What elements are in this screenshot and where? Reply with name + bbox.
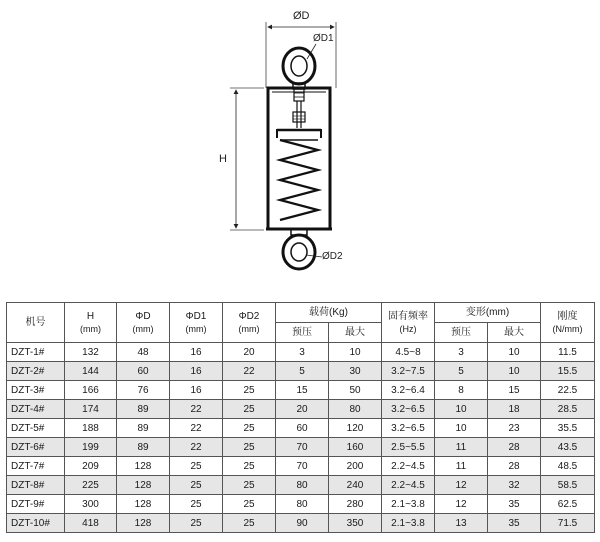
cell-stiffness: 11.5	[541, 343, 595, 362]
cell-load-pre: 5	[276, 362, 329, 381]
header-H: H (mm)	[65, 303, 117, 343]
cell-model: DZT-7#	[7, 457, 65, 476]
header-deform-max: 最大	[488, 323, 541, 343]
cell-freq: 3.2~6.5	[382, 400, 435, 419]
table-row	[7, 343, 595, 362]
cell-H: 174	[65, 400, 117, 419]
cell-D2: 20	[223, 343, 276, 362]
table-row	[7, 419, 595, 438]
cell-freq: 3.2~6.4	[382, 381, 435, 400]
cell-D1: 25	[170, 514, 223, 533]
cell-model: DZT-1#	[7, 343, 65, 362]
cell-load-max: 80	[329, 400, 382, 419]
cell-model: DZT-4#	[7, 400, 65, 419]
cell-stiffness: 71.5	[541, 514, 595, 533]
inner-rod	[293, 101, 305, 128]
cell-D: 128	[117, 495, 170, 514]
header-load-max: 最大	[329, 323, 382, 343]
cell-stiffness: 22.5	[541, 381, 595, 400]
cell-deform-pre: 8	[435, 381, 488, 400]
cell-D: 48	[117, 343, 170, 362]
cell-deform-pre: 3	[435, 343, 488, 362]
cell-H: 300	[65, 495, 117, 514]
table-row	[7, 457, 595, 476]
cell-stiffness: 35.5	[541, 419, 595, 438]
cell-model: DZT-10#	[7, 514, 65, 533]
cell-deform-max: 28	[488, 457, 541, 476]
cell-D2: 25	[223, 400, 276, 419]
cell-model: DZT-2#	[7, 362, 65, 381]
label-H: H	[219, 153, 227, 165]
spec-table	[6, 302, 595, 533]
cell-D1: 22	[170, 438, 223, 457]
cell-deform-pre: 11	[435, 457, 488, 476]
cell-load-pre: 90	[276, 514, 329, 533]
cell-load-max: 50	[329, 381, 382, 400]
cell-D2: 25	[223, 438, 276, 457]
cell-D1: 16	[170, 381, 223, 400]
cell-H: 144	[65, 362, 117, 381]
housing	[268, 88, 330, 229]
cell-D2: 25	[223, 495, 276, 514]
header-D: ΦD (mm)	[117, 303, 170, 343]
cell-deform-max: 32	[488, 476, 541, 495]
cell-D2: 22	[223, 362, 276, 381]
table-row	[7, 476, 595, 495]
cell-freq: 2.1~3.8	[382, 495, 435, 514]
cell-model: DZT-6#	[7, 438, 65, 457]
cell-deform-max: 23	[488, 419, 541, 438]
cell-freq: 2.5~5.5	[382, 438, 435, 457]
cell-load-max: 240	[329, 476, 382, 495]
cell-H: 132	[65, 343, 117, 362]
cell-deform-max: 10	[488, 343, 541, 362]
label-D2: ØD2	[322, 251, 343, 262]
table-row	[7, 514, 595, 533]
label-D1: ØD1	[313, 33, 334, 44]
cell-stiffness: 28.5	[541, 400, 595, 419]
cell-load-pre: 80	[276, 476, 329, 495]
dimension-H	[219, 88, 264, 230]
cell-D1: 22	[170, 419, 223, 438]
spring-plate	[277, 130, 321, 138]
cell-deform-pre: 10	[435, 419, 488, 438]
header-stiffness: 刚度 (N/mm)	[541, 303, 595, 343]
cell-load-pre: 70	[276, 438, 329, 457]
cell-load-max: 160	[329, 438, 382, 457]
cell-D1: 16	[170, 362, 223, 381]
cell-D2: 25	[223, 457, 276, 476]
header-D2: ΦD2 (mm)	[223, 303, 276, 343]
header-load: 载荷(Kg)	[276, 303, 382, 323]
table-row	[7, 495, 595, 514]
cell-deform-pre: 11	[435, 438, 488, 457]
cell-H: 188	[65, 419, 117, 438]
table-row	[7, 362, 595, 381]
cell-load-pre: 3	[276, 343, 329, 362]
cell-model: DZT-5#	[7, 419, 65, 438]
header-load-pre: 预压	[276, 323, 329, 343]
cell-D2: 25	[223, 476, 276, 495]
table-body	[7, 343, 595, 533]
cell-load-pre: 20	[276, 400, 329, 419]
label-D: ØD	[293, 10, 310, 22]
header-model: 机号	[7, 303, 65, 343]
cell-stiffness: 43.5	[541, 438, 595, 457]
cell-freq: 4.5~8	[382, 343, 435, 362]
cell-deform-pre: 12	[435, 495, 488, 514]
cell-load-max: 350	[329, 514, 382, 533]
table-row	[7, 381, 595, 400]
cell-load-max: 200	[329, 457, 382, 476]
cell-load-max: 280	[329, 495, 382, 514]
cell-deform-pre: 10	[435, 400, 488, 419]
cell-H: 199	[65, 438, 117, 457]
header-deform: 变形(mm)	[435, 303, 541, 323]
cell-D1: 16	[170, 343, 223, 362]
cell-freq: 3.2~7.5	[382, 362, 435, 381]
cell-deform-pre: 13	[435, 514, 488, 533]
bottom-eye	[283, 235, 315, 269]
cell-load-max: 120	[329, 419, 382, 438]
cell-deform-pre: 12	[435, 476, 488, 495]
cell-H: 209	[65, 457, 117, 476]
cell-H: 418	[65, 514, 117, 533]
cell-load-pre: 15	[276, 381, 329, 400]
cell-stiffness: 62.5	[541, 495, 595, 514]
cell-load-max: 10	[329, 343, 382, 362]
cell-D1: 25	[170, 495, 223, 514]
cell-H: 225	[65, 476, 117, 495]
cell-D: 89	[117, 400, 170, 419]
cell-deform-max: 10	[488, 362, 541, 381]
cell-stiffness: 15.5	[541, 362, 595, 381]
cell-D: 60	[117, 362, 170, 381]
table-row	[7, 438, 595, 457]
header-freq: 固有频率 (Hz)	[382, 303, 435, 343]
cell-deform-max: 18	[488, 400, 541, 419]
cell-D1: 22	[170, 400, 223, 419]
cell-stiffness: 58.5	[541, 476, 595, 495]
cell-deform-max: 28	[488, 438, 541, 457]
header-D1: ΦD1 (mm)	[170, 303, 223, 343]
cell-D1: 25	[170, 457, 223, 476]
cell-model: DZT-3#	[7, 381, 65, 400]
cell-freq: 2.1~3.8	[382, 514, 435, 533]
cell-freq: 2.2~4.5	[382, 476, 435, 495]
cell-model: DZT-8#	[7, 476, 65, 495]
cell-D2: 25	[223, 381, 276, 400]
cell-D: 128	[117, 476, 170, 495]
cell-D: 128	[117, 514, 170, 533]
cell-freq: 2.2~4.5	[382, 457, 435, 476]
table-row	[7, 400, 595, 419]
cell-load-pre: 70	[276, 457, 329, 476]
cell-load-pre: 60	[276, 419, 329, 438]
cell-D2: 25	[223, 514, 276, 533]
cell-stiffness: 48.5	[541, 457, 595, 476]
cell-D: 76	[117, 381, 170, 400]
cell-deform-max: 35	[488, 514, 541, 533]
cell-H: 166	[65, 381, 117, 400]
cell-load-pre: 80	[276, 495, 329, 514]
coil-spring	[280, 140, 318, 220]
cell-D2: 25	[223, 419, 276, 438]
top-eye-bolt	[283, 48, 315, 101]
cell-D: 89	[117, 438, 170, 457]
cell-D: 128	[117, 457, 170, 476]
cell-deform-max: 15	[488, 381, 541, 400]
cell-deform-pre: 5	[435, 362, 488, 381]
header-row-1	[7, 303, 595, 323]
header-deform-pre: 预压	[435, 323, 488, 343]
cell-load-max: 30	[329, 362, 382, 381]
cell-deform-max: 35	[488, 495, 541, 514]
cell-D1: 25	[170, 476, 223, 495]
cell-D: 89	[117, 419, 170, 438]
cell-freq: 3.2~6.5	[382, 419, 435, 438]
cell-model: DZT-9#	[7, 495, 65, 514]
